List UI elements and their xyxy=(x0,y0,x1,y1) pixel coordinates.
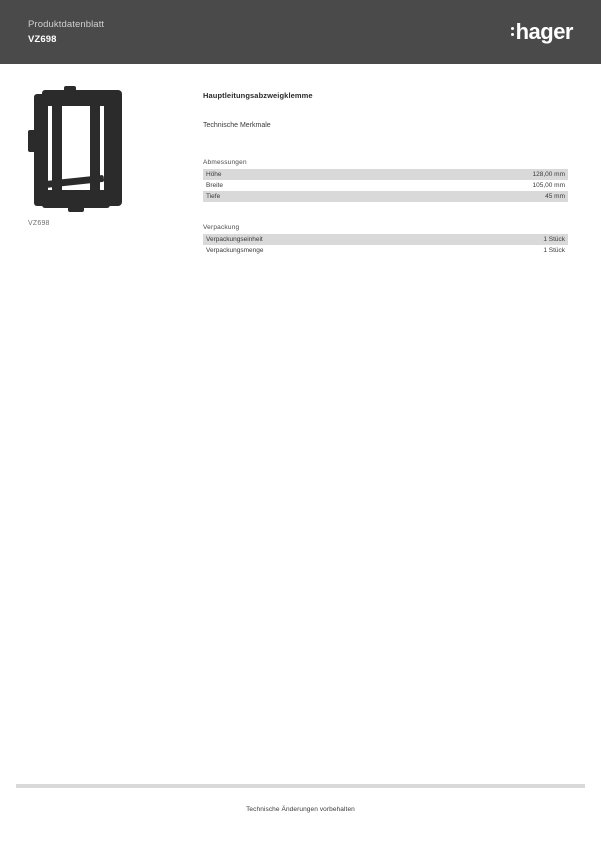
table-row xyxy=(203,234,568,245)
spec-block-packaging xyxy=(203,224,568,256)
table-row xyxy=(203,245,568,256)
document-footer xyxy=(0,784,601,850)
spec-value: 1 Stück xyxy=(543,247,565,254)
spec-value: 45 mm xyxy=(386,191,569,202)
spec-label: Höhe xyxy=(203,169,386,180)
product-shape-notch-top xyxy=(64,86,76,96)
spec-heading: Abmessungen xyxy=(203,159,247,166)
technical-features-heading: Technische Merkmale xyxy=(203,122,271,129)
product-figure xyxy=(28,86,148,227)
spec-value: 128,00 mm xyxy=(386,169,569,180)
product-image xyxy=(28,86,133,216)
document-body xyxy=(0,64,601,784)
spec-label: Verpackungsmenge xyxy=(206,247,264,254)
brand-name: hager xyxy=(515,19,573,44)
spec-value: 1 Stück xyxy=(386,234,569,245)
product-shape-notch-bottom xyxy=(68,202,84,212)
spec-block-dimensions xyxy=(203,159,568,202)
spec-heading: Verpackung xyxy=(203,224,240,231)
product-shape-tab xyxy=(28,130,40,152)
hager-logo xyxy=(511,19,573,45)
spec-table xyxy=(203,169,568,202)
spec-label: Verpackungseinheit xyxy=(203,234,386,245)
hager-dots-icon xyxy=(511,27,514,38)
table-row xyxy=(203,169,568,180)
document-kind: Produktdatenblatt xyxy=(28,18,105,30)
figure-caption: VZ698 xyxy=(28,220,50,227)
document-reference: VZ698 xyxy=(28,33,57,45)
product-title: Hauptleitungsabzweigklemme xyxy=(203,91,313,100)
spec-value: 105,00 mm xyxy=(532,182,565,189)
product-shape-right xyxy=(104,90,122,206)
footer-note: Technische Änderungen vorbehalten xyxy=(246,806,355,813)
spec-label: Tiefe xyxy=(203,191,386,202)
document-header xyxy=(0,0,601,64)
spec-label: Breite xyxy=(206,182,223,189)
table-row xyxy=(203,180,568,191)
header-title-block xyxy=(28,19,104,46)
product-content xyxy=(203,90,568,278)
spec-table xyxy=(203,234,568,256)
footer-divider xyxy=(16,784,585,788)
table-row xyxy=(203,191,568,202)
